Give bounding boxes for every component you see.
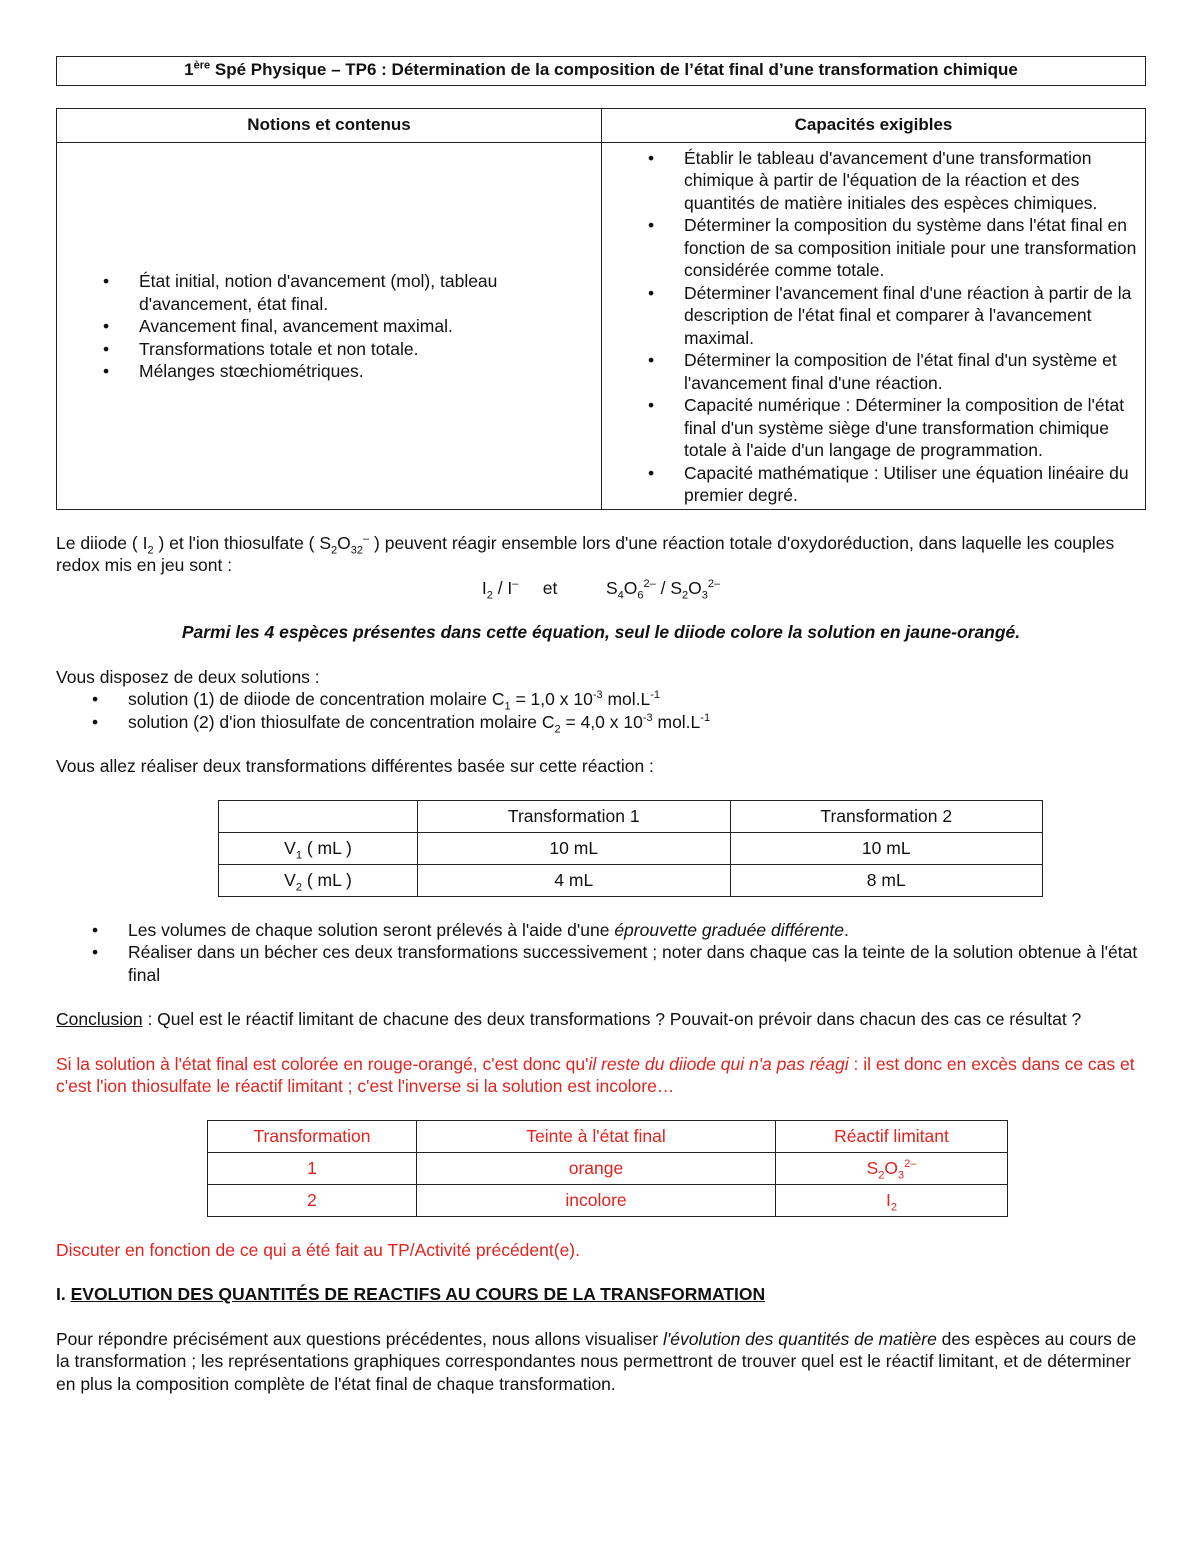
discuss-line: Discuter en fonction de ce qui a été fait au TP/Activité précédent(e). <box>56 1239 580 1260</box>
volume-row-label: $V_1$ ( mL ) <box>219 832 418 864</box>
notion-item: • Mélanges stœchiométriques. <box>63 360 595 383</box>
results-table <box>207 1120 1008 1217</box>
volume-cell: 8 mL <box>730 864 1043 896</box>
notions-list <box>63 270 595 383</box>
capacite-item: • Capacité numérique : Déterminer la composition de l'état final d'un système siège d'une transformation chimique totale à l'aide d'un langage de programmation. <box>608 394 1139 462</box>
instruction-item: • Les volumes de chaque solution seront prélevés à l'aide d'une éprouvette graduée différente. <box>56 919 1146 942</box>
notion-item: • État initial, notion d'avancement (mol), tableau d'avancement, état final. <box>63 270 595 315</box>
document-page <box>56 56 1146 1395</box>
results-cell: incolore <box>417 1184 776 1216</box>
results-cell: orange <box>417 1152 776 1184</box>
volume-row-label: $V_2$ ( mL ) <box>219 864 418 896</box>
solution-item: • solution (1) de diiode de concentration molaire $C_1 = 1,0$ x $10^{-3}$ $mol.L^{-1}$ <box>56 688 1146 711</box>
results-header: Teinte à l'état final <box>417 1120 776 1152</box>
section-heading: I. EVOLUTION DES QUANTITÉS DE REACTIFS AU COURS DE LA TRANSFORMATION <box>56 1284 766 1304</box>
results-cell: 2 <box>208 1184 417 1216</box>
notions-header: Notions et contenus <box>57 108 602 142</box>
highlight-sentence: Parmi les 4 espèces présentes dans cette équation, seul le diiode colore la solution en jaune-orangé. <box>181 622 1021 642</box>
title-prefix-sup: ère <box>193 59 211 72</box>
capacites-cell <box>602 142 1146 509</box>
intro-paragraph: Le diiode ( $I_2$ ) et l'ion thiosulfate ( $S_2O_{32}^-$ ) peuvent réagir ensemble lors d'une réaction totale d'oxydoréduction, dans laquelle les couples redox mis en jeu sont : <box>56 532 1115 575</box>
instruction-item: • Réaliser dans un bécher ces deux transformations successivement ; noter dans chaque cas la teinte de la solution obtenue à l'état final <box>56 941 1146 986</box>
capacite-item: • Établir le tableau d'avancement d'une transformation chimique à partir de l'équation de la réaction et des quantités de matière initiales des espèces chimiques. <box>608 147 1139 215</box>
instructions-list <box>56 919 1146 987</box>
capacites-list <box>608 147 1139 507</box>
section-paragraph: Pour répondre précisément aux questions précédentes, nous allons visualiser l'évolution des quantités de matière des espèces au cours de la transformation ; les représentations graphiques correspondantes nous permettront de trouver quel est le réactif limitant, et de déterminer en plus la composition complète de l'état final de chaque transformation. <box>56 1328 1137 1394</box>
volume-cell: 10 mL <box>418 832 731 864</box>
capacite-item: • Capacité mathématique : Utiliser une équation linéaire du premier degré. <box>608 462 1139 507</box>
redox-couples: $I_2 / I^-$ et $S_4O_6^{2-} / S_2O_3^{2-}$ <box>481 577 721 601</box>
volumes-table <box>218 800 1043 897</box>
volumes-header-empty <box>219 800 418 832</box>
volumes-header-t2: Transformation 2 <box>730 800 1043 832</box>
title-prefix: 1 <box>184 60 194 79</box>
conclusion-answer: Si la solution à l'état final est colorée en rouge-orangé, c'est donc qu'il reste du diiode qui n'a pas réagi : il est donc en excès dans ce cas et c'est l'ion thiosulfate le réactif limitant ; c'est l'inverse si la solution est incolore… <box>56 1053 1135 1096</box>
capacite-item: • Déterminer l'avancement final d'une réaction à partir de la description de l'état final et comparer à l'avancement maximal. <box>608 282 1139 350</box>
notion-item: • Transformations totale et non totale. <box>63 338 595 361</box>
volumes-header-t1: Transformation 1 <box>418 800 731 832</box>
program-table <box>56 108 1146 510</box>
volume-cell: 4 mL <box>418 864 731 896</box>
results-header: Transformation <box>208 1120 417 1152</box>
notions-cell <box>57 142 602 509</box>
results-cell: 1 <box>208 1152 417 1184</box>
transformations-intro: Vous allez réaliser deux transformations différentes basée sur cette réaction : <box>56 756 654 776</box>
solution-item: • solution (2) d'ion thiosulfate de concentration molaire $C_2 = 4,0$ x $10^{-3}$ $mol.L^{-1}$ <box>56 711 1146 734</box>
solutions-intro: Vous disposez de deux solutions : <box>56 666 320 687</box>
capacite-item: • Déterminer la composition du système dans l'état final en fonction de sa composition initiale pour une transformation considérée comme totale. <box>608 214 1139 282</box>
solutions-list <box>56 688 1146 733</box>
capacites-header: Capacités exigibles <box>602 108 1146 142</box>
notion-item: • Avancement final, avancement maximal. <box>63 315 595 338</box>
results-cell: $S_2O_3^{2-}$ <box>776 1152 1008 1184</box>
capacite-item: • Déterminer la composition de l'état final d'un système et l'avancement final d'une réaction. <box>608 349 1139 394</box>
results-cell: $I_2$ <box>776 1184 1008 1216</box>
conclusion-question: Conclusion : Quel est le réactif limitant de chacune des deux transformations ? Pouvait-on prévoir dans chacun des cas ce résultat ? <box>56 1009 1082 1029</box>
title-text: Spé Physique – TP6 : Détermination de la composition de l’état final d’une transformation chimique <box>210 60 1018 79</box>
results-header: Réactif limitant <box>776 1120 1008 1152</box>
volume-cell: 10 mL <box>730 832 1043 864</box>
page-title <box>56 56 1146 86</box>
